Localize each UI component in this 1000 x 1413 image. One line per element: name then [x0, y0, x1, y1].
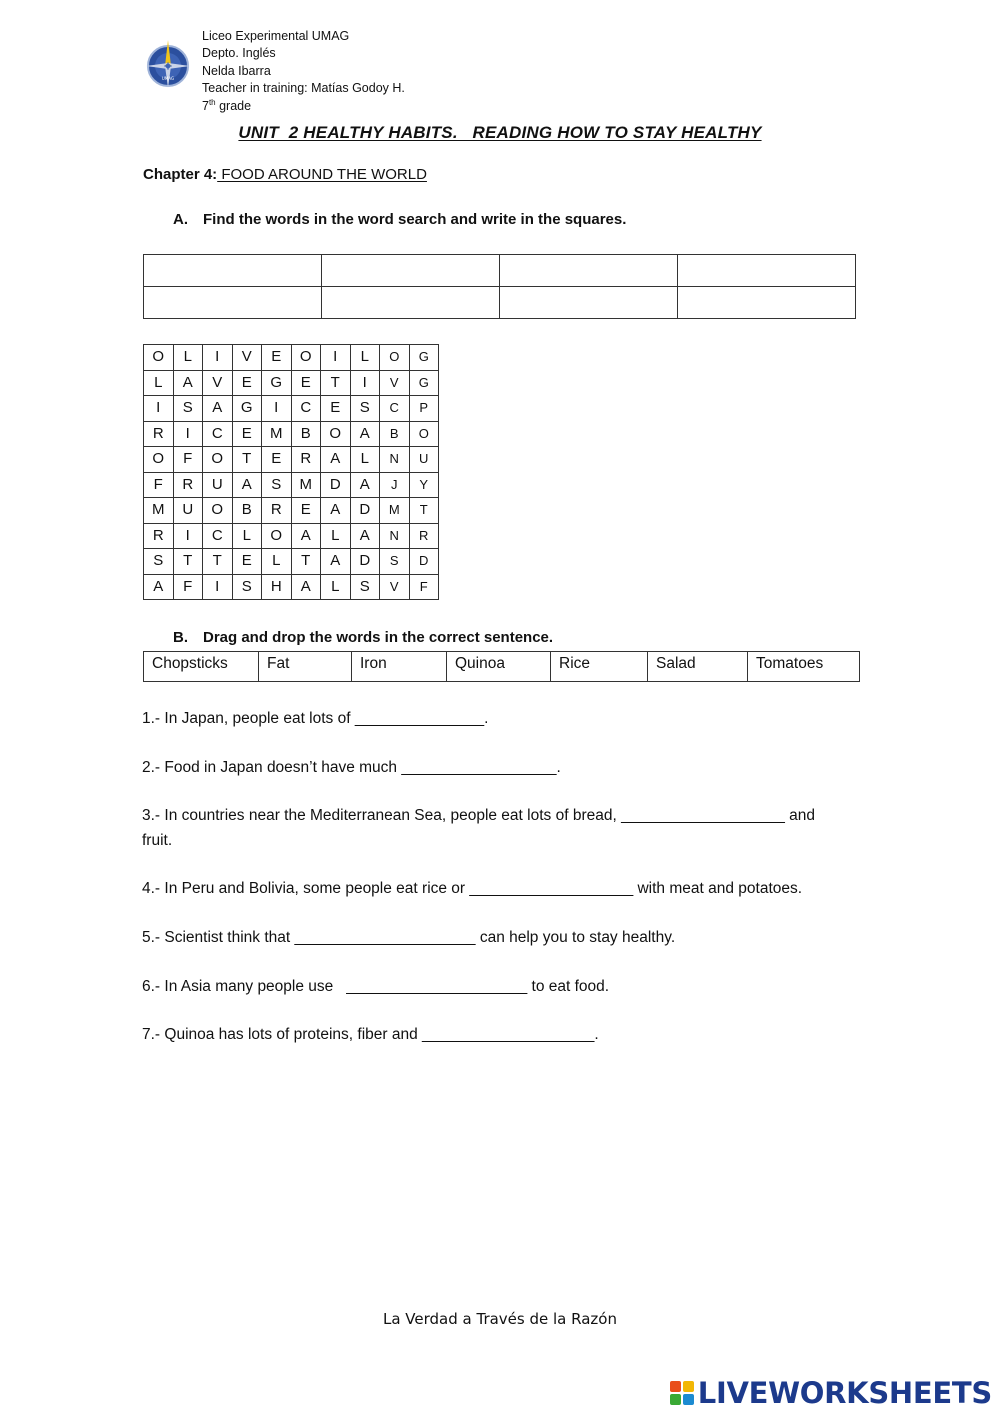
word-search-cell[interactable]: G	[232, 396, 262, 422]
word-search-cell[interactable]: I	[173, 421, 203, 447]
word-search-cell[interactable]: A	[173, 370, 203, 396]
word-search-row	[144, 472, 439, 498]
sentence-6: 6.- In Asia many people use _____________________ to eat food.	[142, 978, 610, 995]
word-search-cell[interactable]: O	[380, 345, 410, 371]
word-search-cell[interactable]: A	[203, 396, 233, 422]
word-search-cell[interactable]: F	[409, 574, 439, 600]
word-search-cell[interactable]: D	[350, 498, 380, 524]
word-search-cell[interactable]: I	[203, 574, 233, 600]
word-search-row	[144, 396, 439, 422]
word-search-cell[interactable]: A	[291, 523, 321, 549]
word-search-cell[interactable]: E	[232, 421, 262, 447]
teacher-in-training: Teacher in training: Matías Godoy H.	[202, 81, 405, 96]
word-search-cell[interactable]: G	[262, 370, 292, 396]
word-search-cell[interactable]: R	[144, 421, 174, 447]
word-search-cell[interactable]: G	[409, 370, 439, 396]
answer-box[interactable]	[500, 255, 678, 287]
word-search-cell[interactable]: O	[203, 498, 233, 524]
word-search-cell[interactable]: A	[321, 549, 351, 575]
word-search-cell[interactable]: V	[203, 370, 233, 396]
word-search-row	[144, 447, 439, 473]
word-search-cell[interactable]: N	[380, 523, 410, 549]
word-search-cell[interactable]: S	[262, 472, 292, 498]
sentence-3: 3.- In countries near the Mediterranean Sea, people eat lots of bread, ___________________ and fruit.	[142, 807, 816, 849]
word-search-cell[interactable]: E	[291, 498, 321, 524]
word-search-cell[interactable]: O	[144, 345, 174, 371]
word-search-cell[interactable]: A	[321, 447, 351, 473]
brand-text: LIVEWORKSHEETS	[697, 1376, 992, 1410]
answer-box[interactable]	[500, 287, 678, 319]
word-search-cell[interactable]: P	[409, 396, 439, 422]
word-search-cell[interactable]: A	[232, 472, 262, 498]
word-search-cell[interactable]: C	[380, 396, 410, 422]
word-search-cell[interactable]: T	[409, 498, 439, 524]
word-search-cell[interactable]: O	[262, 523, 292, 549]
word-search-cell[interactable]: D	[321, 472, 351, 498]
word-search-cell[interactable]: E	[232, 370, 262, 396]
word-search-cell[interactable]: C	[203, 421, 233, 447]
chapter-name: FOOD AROUND THE WORLD	[217, 166, 427, 183]
word-search-cell[interactable]: L	[144, 370, 174, 396]
word-search-cell[interactable]: V	[380, 574, 410, 600]
sentence-4: 4.- In Peru and Bolivia, some people eat rice or ___________________ with meat and potatoes.	[142, 880, 803, 897]
word-search-cell[interactable]: C	[203, 523, 233, 549]
word-chip-salad[interactable]: Salad	[648, 652, 748, 682]
word-search-cell[interactable]: L	[173, 345, 203, 371]
word-search-cell[interactable]: E	[291, 370, 321, 396]
word-search-cell[interactable]: T	[203, 549, 233, 575]
word-search-cell[interactable]: E	[232, 549, 262, 575]
word-search-row	[144, 421, 439, 447]
word-chip-quinoa[interactable]: Quinoa	[447, 652, 551, 682]
word-search-cell[interactable]: D	[409, 549, 439, 575]
word-search-cell[interactable]: S	[173, 396, 203, 422]
word-search-cell[interactable]: J	[380, 472, 410, 498]
word-search-cell[interactable]: A	[321, 498, 351, 524]
word-search-cell[interactable]: O	[409, 421, 439, 447]
word-search-cell[interactable]: S	[350, 396, 380, 422]
word-search-cell[interactable]: B	[291, 421, 321, 447]
word-search-cell[interactable]: H	[262, 574, 292, 600]
word-search-cell[interactable]: I	[350, 370, 380, 396]
word-search-row	[144, 574, 439, 600]
answer-box[interactable]	[678, 255, 856, 287]
department: Depto. Inglés	[202, 46, 276, 61]
word-search-cell[interactable]: R	[291, 447, 321, 473]
answer-box[interactable]	[322, 287, 500, 319]
word-search-cell[interactable]: S	[380, 549, 410, 575]
liveworksheets-brand	[670, 1376, 992, 1410]
word-search-cell[interactable]: F	[144, 472, 174, 498]
word-search-cell[interactable]: L	[321, 574, 351, 600]
word-search-cell[interactable]: L	[232, 523, 262, 549]
grade: 7th grade	[202, 97, 252, 113]
word-search-cell[interactable]: M	[144, 498, 174, 524]
word-search-cell[interactable]: O	[203, 447, 233, 473]
word-search-cell[interactable]: L	[350, 345, 380, 371]
word-search-cell[interactable]: F	[173, 574, 203, 600]
word-search-cell[interactable]: A	[144, 574, 174, 600]
word-search-cell[interactable]: A	[350, 421, 380, 447]
word-chip-tomatoes[interactable]: Tomatoes	[748, 652, 860, 682]
word-search-cell[interactable]: U	[409, 447, 439, 473]
chapter-heading	[143, 166, 427, 183]
word-search-cell[interactable]: E	[321, 396, 351, 422]
word-search-cell[interactable]: M	[291, 472, 321, 498]
word-search-cell[interactable]: I	[173, 523, 203, 549]
word-search-cell[interactable]: O	[291, 345, 321, 371]
word-bank	[143, 651, 860, 682]
word-search-cell[interactable]: M	[262, 421, 292, 447]
word-search-cell[interactable]: U	[173, 498, 203, 524]
school-info	[202, 28, 405, 115]
word-search-cell[interactable]: I	[144, 396, 174, 422]
word-search-row	[144, 345, 439, 371]
word-search-row	[144, 523, 439, 549]
section-a-instruction: A. Find the words in the word search and write in the squares.	[173, 211, 627, 228]
word-chip-chopsticks[interactable]: Chopsticks	[144, 652, 259, 682]
sentence-1: 1.- In Japan, people eat lots of _______________.	[142, 710, 489, 727]
word-search-cell[interactable]: F	[173, 447, 203, 473]
word-search-cell[interactable]: B	[380, 421, 410, 447]
answer-box[interactable]	[144, 255, 322, 287]
sentence-7: 7.- Quinoa has lots of proteins, fiber and ____________________.	[142, 1026, 599, 1043]
word-search-cell[interactable]: S	[232, 574, 262, 600]
word-search-cell[interactable]: L	[262, 549, 292, 575]
answer-box[interactable]	[678, 287, 856, 319]
word-search-cell[interactable]: R	[409, 523, 439, 549]
word-search-cell[interactable]: A	[291, 574, 321, 600]
brand-logo-icon	[670, 1381, 694, 1405]
answer-box[interactable]	[144, 287, 322, 319]
word-search-cell[interactable]: S	[350, 574, 380, 600]
word-search-cell[interactable]: I	[321, 345, 351, 371]
answer-box[interactable]	[322, 255, 500, 287]
school-name: Liceo Experimental UMAG	[202, 29, 350, 43]
word-search-row	[144, 549, 439, 575]
word-search-cell[interactable]: T	[321, 370, 351, 396]
compass-logo-icon	[142, 38, 194, 90]
chapter-label: Chapter 4:	[143, 166, 218, 183]
word-search-row	[144, 370, 439, 396]
word-search-cell[interactable]: T	[291, 549, 321, 575]
word-search-cell[interactable]: E	[262, 345, 292, 371]
footer-motto: La Verdad a Través de la Razón	[382, 1310, 617, 1328]
sentence-2: 2.- Food in Japan doesn’t have much __________________.	[142, 759, 561, 776]
word-search-cell[interactable]: A	[350, 472, 380, 498]
word-search-cell[interactable]: O	[321, 421, 351, 447]
word-search-cell[interactable]: R	[173, 472, 203, 498]
word-search-cell[interactable]: L	[350, 447, 380, 473]
word-search-cell[interactable]: R	[144, 523, 174, 549]
word-search-cell[interactable]: C	[291, 396, 321, 422]
word-search-cell[interactable]: E	[262, 447, 292, 473]
teacher-name: Nelda Ibarra	[202, 63, 271, 78]
word-search-row	[144, 498, 439, 524]
word-search-cell[interactable]: I	[262, 396, 292, 422]
word-search-cell[interactable]: V	[380, 370, 410, 396]
word-search-cell[interactable]: A	[350, 523, 380, 549]
unit-title: UNIT 2 HEALTHY HABITS. READING HOW TO STAY HEALTHY	[238, 123, 762, 142]
word-search-cell[interactable]: Y	[409, 472, 439, 498]
word-search-cell[interactable]: T	[232, 447, 262, 473]
word-search-grid	[143, 344, 439, 600]
svg-text:UMAG: UMAG	[161, 76, 175, 81]
word-search-cell[interactable]: R	[262, 498, 292, 524]
word-search-cell[interactable]: S	[144, 549, 174, 575]
word-chip-iron[interactable]: Iron	[352, 652, 447, 682]
word-search-cell[interactable]: I	[203, 345, 233, 371]
word-search-cell[interactable]: G	[409, 345, 439, 371]
word-search-cell[interactable]: L	[321, 523, 351, 549]
word-search-cell[interactable]: T	[173, 549, 203, 575]
word-search-cell[interactable]: M	[380, 498, 410, 524]
word-chip-rice[interactable]: Rice	[551, 652, 648, 682]
word-search-cell[interactable]: D	[350, 549, 380, 575]
word-chip-fat[interactable]: Fat	[259, 652, 352, 682]
word-search-cell[interactable]: V	[232, 345, 262, 371]
answer-squares	[143, 254, 856, 319]
word-search-cell[interactable]: B	[232, 498, 262, 524]
word-search-cell[interactable]: N	[380, 447, 410, 473]
word-search-cell[interactable]: O	[144, 447, 174, 473]
sentence-5: 5.- Scientist think that _____________________ can help you to stay healthy.	[142, 929, 676, 946]
school-logo	[142, 38, 194, 90]
section-b-instruction: B. Drag and drop the words in the correct sentence.	[173, 629, 554, 646]
word-search-cell[interactable]: U	[203, 472, 233, 498]
